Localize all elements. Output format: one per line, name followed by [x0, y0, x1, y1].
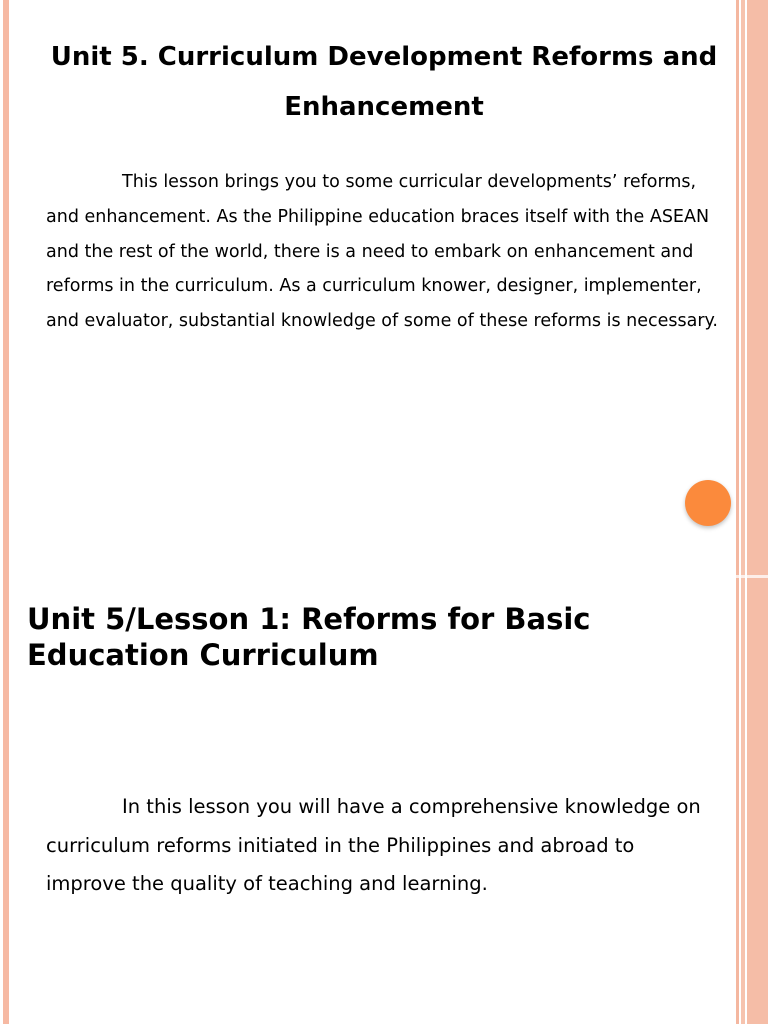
unit-title: Unit 5. Curriculum Development Reforms and Enhancement	[50, 42, 718, 122]
right-stripe-wide	[747, 0, 768, 1024]
right-stripe-medium	[741, 0, 745, 1024]
right-stripe-thin	[736, 0, 739, 1024]
intro-paragraph: This lesson brings you to some curricular developments’ reforms, and enhancement. As the Philippine education braces itself with the ASEAN and the rest of the world, there is a need to embark on enhancement and reforms in the curriculum. As a curriculum knower, designer, implementer, and evaluator, substantial knowledge of some of these reforms is necessary.	[46, 172, 718, 332]
orange-circle-marker	[685, 480, 731, 526]
left-border-stripe	[3, 0, 9, 1024]
slide-divider-line	[736, 575, 768, 578]
lesson-title: Unit 5/Lesson 1: Reforms for Basic Education Curriculum	[27, 602, 591, 672]
lesson-paragraph: In this lesson you will have a comprehensive knowledge on curriculum reforms initiated in the Philippines and abroad to improve the quality of teaching and learning.	[46, 795, 701, 895]
right-decorative-stripes	[736, 0, 768, 1024]
